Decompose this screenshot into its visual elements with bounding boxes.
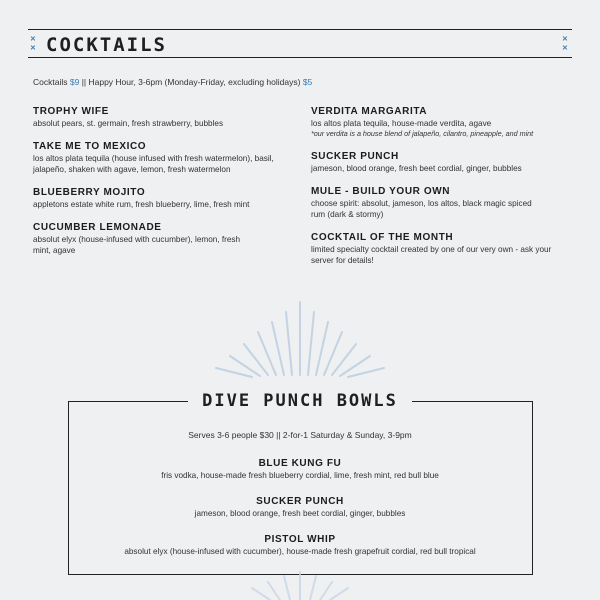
item-name: MULE - BUILD YOUR OWN — [311, 186, 451, 197]
punch-item — [0, 533, 600, 557]
punch-bowls-content — [0, 430, 600, 571]
sunburst-decoration-bottom-icon — [200, 568, 400, 600]
item-description: absolut elyx (house-infused with cucumber), lemon, fresh mint, agave — [33, 235, 241, 255]
item-name: COCKTAIL OF THE MONTH — [311, 232, 454, 243]
item-name: SUCKER PUNCH — [311, 151, 399, 162]
item-note: *our verdita is a house blend of jalapeño, cilantro, pineapple, and mint — [311, 129, 534, 138]
sunburst-decoration-icon — [200, 290, 400, 380]
item-name: BLUEBERRY MOJITO — [33, 187, 146, 198]
menu-item — [311, 231, 573, 266]
header-rule-bottom — [28, 57, 572, 58]
x-marks-left-icon: ✕ ✕ — [30, 36, 36, 52]
cocktails-title: COCKTAILS — [46, 34, 167, 56]
punch-item — [0, 457, 600, 481]
item-name: CUCUMBER LEMONADE — [33, 222, 162, 233]
menu-item — [311, 185, 573, 220]
item-description: los altos plata tequila, house-made verdita, agave — [311, 119, 492, 128]
menu-item — [33, 186, 291, 210]
item-description: absolut elyx (house-infused with cucumber), house-made fresh grapefruit cordial, red bull tropical — [124, 547, 476, 556]
item-description: choose spirit: absolut, jameson, los altos, black magic spiced rum (dark & stormy) — [311, 199, 532, 219]
header-rule-top — [28, 29, 572, 30]
item-description: appletons estate white rum, fresh blueberry, lime, fresh mint — [33, 200, 250, 209]
item-description: absolut pears, st. germain, fresh strawberry, bubbles — [33, 119, 224, 128]
item-name: BLUE KUNG FU — [258, 458, 342, 469]
item-name: VERDITA MARGARITA — [311, 106, 428, 117]
item-description: jameson, blood orange, fresh beet cordial, ginger, bubbles — [311, 164, 522, 173]
menu-item — [311, 150, 573, 174]
punch-bowls-title-wrap — [0, 389, 600, 413]
cocktails-left-column — [33, 105, 291, 267]
price-happy-hour: $5 — [302, 77, 313, 87]
item-description: limited specialty cocktail created by one of our very own - ask your server for details! — [311, 245, 552, 265]
cocktails-right-column — [311, 105, 573, 277]
pricing-middle: || Happy Hour, 3-6pm (Monday-Friday, excluding holidays) — [81, 77, 301, 87]
item-name: SUCKER PUNCH — [256, 496, 344, 507]
x-marks-right-icon: ✕ ✕ — [562, 36, 568, 52]
menu-item — [33, 140, 291, 175]
punch-bowls-title: DIVE PUNCH BOWLS — [188, 389, 412, 413]
punch-item — [0, 495, 600, 519]
item-description: jameson, blood orange, fresh beet cordial, ginger, bubbles — [194, 509, 406, 518]
cocktails-pricing-line — [33, 77, 312, 87]
item-description: los altos plata tequila (house infused with fresh watermelon), basil, jalapeño, shaken with agave, lemon, fresh watermelon — [33, 154, 274, 174]
item-name: TROPHY WIFE — [33, 106, 109, 117]
menu-item — [33, 221, 291, 256]
item-description: fris vodka, house-made fresh blueberry cordial, lime, fresh mint, red bull blue — [161, 471, 439, 480]
item-name: PISTOL WHIP — [264, 534, 336, 545]
pricing-prefix: Cocktails — [33, 77, 68, 87]
menu-item — [311, 105, 573, 139]
price-regular: $9 — [69, 77, 80, 87]
item-name: TAKE ME TO MEXICO — [33, 141, 147, 152]
punch-bowls-pricing-line: Serves 3-6 people $30 || 2-for-1 Saturday & Sunday, 3-9pm — [188, 430, 412, 440]
menu-item — [33, 105, 291, 129]
